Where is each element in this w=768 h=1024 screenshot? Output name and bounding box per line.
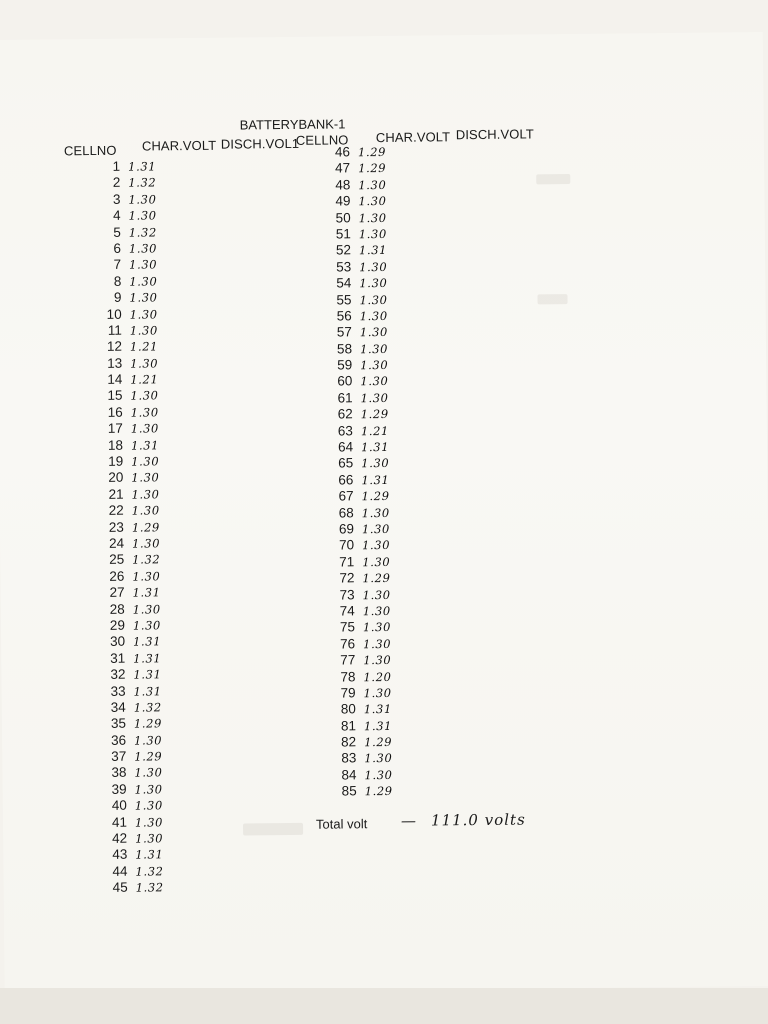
- cell-number: 74: [339, 603, 355, 619]
- cell-number: 59: [337, 357, 353, 373]
- cell-number: 2: [112, 175, 121, 191]
- cell-number: 50: [335, 209, 351, 226]
- cell-number: 52: [335, 242, 352, 258]
- char-volt-value: 1.30: [363, 685, 392, 701]
- cell-number: 35: [110, 715, 127, 732]
- cell-number: 53: [336, 259, 352, 275]
- char-volt-value: 1.30: [131, 454, 160, 469]
- char-volt-value: 1.32: [133, 700, 162, 715]
- char-volt-value: 1.30: [362, 620, 392, 635]
- char-volt-value: 1.30: [362, 587, 391, 602]
- char-volt-value: 1.30: [129, 306, 158, 322]
- right-cell-table: [310, 143, 437, 800]
- table-row: [315, 586, 435, 604]
- table-row: [82, 338, 202, 356]
- cell-number: 24: [108, 535, 125, 551]
- table-row: [315, 635, 435, 653]
- table-row: [316, 717, 436, 735]
- table-row: [85, 617, 205, 635]
- char-volt-value: 1.32: [135, 880, 164, 895]
- cell-number: 54: [336, 275, 352, 291]
- table-row: [314, 570, 434, 588]
- char-volt-value: 1.30: [130, 388, 159, 404]
- table-row: [317, 783, 437, 801]
- table-row: [84, 518, 204, 536]
- char-volt-value: 1.31: [133, 667, 162, 682]
- left-char-volt-header: CHAR.VOLT: [141, 137, 217, 154]
- table-row: [85, 666, 205, 684]
- char-volt-value: 1.30: [359, 292, 388, 307]
- cell-number: 68: [338, 504, 354, 521]
- right-char-volt-header: CHAR.VOLT: [375, 129, 451, 146]
- table-row: [311, 291, 431, 309]
- table-row: [84, 584, 204, 602]
- char-volt-value: 1.30: [132, 618, 162, 633]
- table-row: [312, 340, 432, 358]
- char-volt-value: 1.30: [358, 177, 387, 193]
- cell-number: 78: [340, 668, 356, 684]
- table-row: [312, 373, 432, 391]
- cell-number: 42: [112, 830, 128, 846]
- table-row: [314, 504, 434, 522]
- cell-number: 41: [111, 814, 128, 830]
- char-volt-value: 1.31: [133, 683, 162, 699]
- table-row: [316, 701, 436, 719]
- table-row: [311, 225, 431, 243]
- table-row: [81, 240, 201, 258]
- char-volt-value: 1.31: [363, 702, 392, 717]
- cell-number: 12: [106, 339, 123, 355]
- table-row: [83, 404, 203, 422]
- char-volt-value: 1.30: [128, 192, 157, 207]
- char-volt-value: 1.30: [358, 226, 387, 242]
- char-volt-value: 1.30: [362, 554, 391, 569]
- cell-number: 25: [109, 552, 125, 568]
- table-row: [86, 748, 206, 766]
- char-volt-value: 1.30: [131, 487, 160, 502]
- table-row: [88, 879, 208, 897]
- document-title: BATTERYBANK-1: [239, 116, 346, 133]
- cell-number: 67: [338, 488, 354, 504]
- char-volt-value: 1.30: [358, 194, 387, 209]
- table-row: [83, 469, 203, 487]
- char-volt-value: 1.29: [134, 749, 163, 764]
- left-disch-volt-header: DISCH.VOL1: [220, 135, 300, 152]
- char-volt-value: 1.21: [129, 339, 159, 354]
- char-volt-value: 1.30: [129, 257, 158, 272]
- cell-number: 16: [107, 404, 123, 420]
- char-volt-value: 1.30: [360, 358, 389, 373]
- cell-number: 76: [340, 636, 356, 652]
- cell-number: 79: [340, 685, 356, 701]
- table-row: [86, 682, 206, 700]
- cell-number: 51: [335, 226, 351, 242]
- cell-number: 66: [338, 472, 354, 488]
- char-volt-value: 1.30: [134, 765, 163, 781]
- cell-number: 31: [110, 650, 126, 666]
- table-row: [83, 437, 203, 455]
- table-row: [83, 486, 203, 504]
- char-volt-value: 1.30: [358, 210, 387, 225]
- cell-number: 80: [340, 701, 356, 717]
- table-row: [313, 406, 433, 424]
- table-row: [312, 389, 432, 407]
- cell-number: 1: [112, 158, 121, 174]
- table-row: [313, 422, 433, 440]
- table-row: [313, 455, 433, 473]
- cell-number: 33: [110, 683, 126, 699]
- table-row: [82, 355, 202, 373]
- table-row: [313, 439, 433, 457]
- char-volt-value: 1.30: [131, 536, 161, 551]
- table-row: [82, 305, 202, 323]
- cell-number: 56: [336, 308, 352, 324]
- char-volt-value: 1.30: [359, 325, 388, 340]
- cell-number: 29: [109, 617, 125, 633]
- cell-number: 18: [107, 437, 124, 453]
- char-volt-value: 1.30: [361, 505, 390, 520]
- total-dash: —: [400, 811, 418, 830]
- paper-sheet: [0, 32, 768, 994]
- table-row: [310, 143, 430, 161]
- show-through-mark: [243, 823, 303, 836]
- char-volt-value: 1.21: [360, 423, 389, 438]
- cell-number: 65: [338, 455, 354, 471]
- char-volt-value: 1.31: [363, 718, 393, 733]
- total-volt-handwritten: 111.0 volts: [430, 810, 526, 830]
- cell-number: 39: [111, 781, 127, 797]
- char-volt-value: 1.30: [132, 601, 161, 617]
- cell-number: 26: [109, 568, 125, 584]
- cell-number: 55: [336, 291, 352, 307]
- table-row: [314, 553, 434, 571]
- cell-number: 14: [107, 371, 123, 387]
- table-row: [311, 275, 431, 293]
- cell-number: 19: [108, 453, 124, 469]
- table-row: [315, 652, 435, 670]
- table-row: [311, 258, 431, 276]
- cell-number: 64: [337, 439, 354, 455]
- cell-number: 47: [335, 160, 351, 176]
- char-volt-value: 1.20: [363, 669, 392, 684]
- cell-number: 5: [113, 224, 121, 240]
- background-surface: [0, 988, 768, 1024]
- cell-number: 17: [107, 420, 123, 437]
- char-volt-value: 1.31: [133, 651, 162, 666]
- char-volt-value: 1.30: [361, 456, 390, 471]
- char-volt-value: 1.30: [128, 241, 158, 256]
- char-volt-value: 1.30: [134, 782, 163, 797]
- char-volt-value: 1.21: [130, 372, 159, 387]
- table-row: [85, 600, 205, 618]
- cell-number: 46: [334, 144, 351, 160]
- cell-number: 23: [108, 519, 124, 535]
- char-volt-value: 1.31: [358, 243, 388, 258]
- table-row: [86, 764, 206, 782]
- table-row: [82, 387, 202, 405]
- char-volt-value: 1.30: [134, 814, 164, 830]
- table-row: [87, 797, 207, 815]
- table-row: [315, 619, 435, 637]
- char-volt-value: 1.30: [128, 208, 157, 223]
- char-volt-value: 1.32: [128, 175, 157, 191]
- char-volt-value: 1.29: [358, 161, 387, 176]
- table-row: [315, 668, 435, 686]
- table-row: [80, 174, 200, 192]
- table-row: [81, 223, 201, 241]
- table-row: [316, 684, 436, 702]
- char-volt-value: 1.30: [360, 390, 389, 406]
- cell-number: 10: [106, 306, 122, 322]
- char-volt-value: 1.29: [364, 734, 393, 750]
- table-row: [312, 357, 432, 375]
- right-cellno-header: CELLNO: [295, 132, 349, 148]
- cell-number: 71: [339, 554, 355, 570]
- cell-number: 57: [336, 324, 352, 340]
- table-row: [312, 324, 432, 342]
- table-row: [83, 453, 203, 471]
- char-volt-value: 1.30: [363, 636, 392, 651]
- char-volt-value: 1.30: [129, 290, 158, 305]
- table-row: [310, 193, 430, 211]
- cell-number: 4: [113, 207, 121, 223]
- char-volt-value: 1.30: [130, 421, 159, 436]
- cell-number: 83: [341, 750, 357, 766]
- table-row: [87, 813, 207, 831]
- table-row: [311, 242, 431, 260]
- cell-number: 36: [111, 732, 127, 748]
- char-volt-value: 1.29: [133, 716, 163, 731]
- cell-number: 32: [110, 666, 126, 682]
- char-volt-value: 1.31: [130, 437, 160, 453]
- table-row: [85, 650, 205, 668]
- char-volt-value: 1.30: [359, 341, 389, 356]
- cell-number: 73: [339, 586, 355, 603]
- cell-number: 77: [340, 652, 356, 668]
- cell-number: 48: [335, 177, 351, 193]
- left-cellno-header: CELLNO: [63, 142, 117, 159]
- char-volt-value: 1.30: [363, 653, 392, 668]
- table-row: [87, 863, 207, 881]
- table-row: [314, 520, 434, 538]
- cell-number: 69: [338, 521, 355, 537]
- char-volt-value: 1.30: [132, 569, 161, 584]
- char-volt-value: 1.29: [357, 144, 387, 160]
- table-row: [310, 160, 430, 178]
- cell-number: 85: [341, 783, 357, 799]
- cell-number: 7: [113, 257, 122, 273]
- char-volt-value: 1.30: [359, 259, 388, 274]
- total-volt-label: Total volt: [315, 816, 368, 832]
- left-cell-table: [80, 158, 208, 897]
- cell-number: 34: [110, 699, 126, 715]
- char-volt-value: 1.31: [128, 159, 157, 174]
- char-volt-value: 1.32: [132, 552, 161, 568]
- table-row: [87, 830, 207, 848]
- table-row: [310, 176, 430, 194]
- table-row: [81, 273, 201, 291]
- table-row: [86, 715, 206, 733]
- char-volt-value: 1.31: [133, 634, 162, 649]
- cell-number: 13: [107, 355, 123, 371]
- show-through-mark: [536, 174, 570, 184]
- cell-number: 75: [339, 619, 356, 635]
- char-volt-value: 1.30: [364, 751, 393, 766]
- cell-number: 45: [112, 879, 128, 896]
- char-volt-value: 1.31: [132, 585, 161, 600]
- cell-number: 60: [337, 373, 353, 389]
- show-through-mark: [537, 294, 567, 304]
- cell-number: 15: [107, 388, 123, 404]
- cell-number: 72: [339, 570, 355, 586]
- cell-number: 11: [107, 322, 122, 338]
- char-volt-value: 1.29: [131, 519, 160, 535]
- cell-number: 43: [112, 847, 128, 863]
- char-volt-value: 1.30: [360, 374, 389, 389]
- table-row: [87, 781, 207, 799]
- right-disch-volt-header: DISCH.VOLT: [455, 126, 534, 143]
- char-volt-value: 1.31: [135, 847, 164, 863]
- cell-number: 37: [111, 748, 127, 764]
- table-row: [80, 158, 200, 176]
- table-row: [311, 209, 431, 227]
- char-volt-value: 1.30: [131, 503, 160, 518]
- char-volt-value: 1.29: [361, 489, 390, 504]
- char-volt-value: 1.30: [130, 405, 159, 420]
- cell-number: 6: [113, 240, 122, 256]
- cell-number: 22: [108, 502, 124, 519]
- cell-number: 9: [113, 289, 122, 305]
- table-row: [85, 633, 205, 651]
- cell-number: 49: [335, 193, 351, 209]
- cell-number: 38: [111, 765, 127, 781]
- cell-number: 3: [112, 191, 121, 207]
- table-row: [84, 568, 204, 586]
- char-volt-value: 1.30: [362, 538, 391, 553]
- total-volt-value: [401, 811, 526, 830]
- char-volt-value: 1.30: [134, 798, 163, 813]
- cell-number: 63: [337, 422, 353, 439]
- table-row: [312, 307, 432, 325]
- cell-number: 81: [340, 717, 357, 734]
- table-row: [81, 207, 201, 225]
- char-volt-value: 1.30: [362, 603, 391, 619]
- char-volt-value: 1.30: [359, 308, 388, 324]
- cell-number: 70: [338, 537, 355, 553]
- char-volt-value: 1.29: [362, 571, 391, 586]
- cell-number: 44: [112, 863, 128, 879]
- char-volt-value: 1.30: [134, 733, 163, 748]
- table-row: [80, 191, 200, 209]
- table-row: [82, 322, 202, 340]
- table-row: [81, 289, 201, 307]
- cell-number: 84: [341, 767, 357, 783]
- char-volt-value: 1.30: [135, 831, 164, 846]
- char-volt-value: 1.31: [360, 439, 390, 455]
- cell-number: 20: [108, 470, 124, 486]
- table-row: [316, 766, 436, 784]
- cell-number: 30: [109, 634, 126, 650]
- char-volt-value: 1.30: [130, 356, 159, 371]
- cell-number: 62: [337, 406, 353, 422]
- table-row: [315, 602, 435, 620]
- table-row: [81, 256, 201, 274]
- cell-number: 28: [109, 601, 125, 617]
- cell-number: 61: [337, 390, 353, 406]
- cell-number: 27: [109, 584, 125, 601]
- cell-number: 8: [113, 273, 122, 289]
- char-volt-value: 1.29: [364, 784, 393, 799]
- table-row: [83, 420, 203, 438]
- char-volt-value: 1.29: [360, 407, 389, 422]
- char-volt-value: 1.30: [129, 274, 158, 289]
- char-volt-value: 1.30: [361, 521, 391, 537]
- table-row: [84, 502, 204, 520]
- table-row: [313, 471, 433, 489]
- cell-number: 58: [336, 341, 353, 357]
- table-row: [87, 846, 207, 864]
- table-row: [86, 732, 206, 750]
- table-row: [314, 537, 434, 555]
- cell-number: 82: [341, 734, 357, 750]
- table-row: [84, 535, 204, 553]
- table-row: [314, 488, 434, 506]
- char-volt-value: 1.31: [361, 472, 390, 488]
- char-volt-value: 1.30: [359, 276, 388, 291]
- char-volt-value: 1.30: [129, 323, 158, 338]
- char-volt-value: 1.30: [364, 767, 393, 783]
- cell-number: 21: [108, 486, 124, 502]
- table-row: [316, 750, 436, 768]
- char-volt-value: 1.32: [135, 864, 164, 879]
- table-row: [82, 371, 202, 389]
- table-row: [84, 551, 204, 569]
- cell-number: 40: [111, 797, 127, 814]
- table-row: [86, 699, 206, 717]
- char-volt-value: 1.32: [128, 224, 157, 240]
- char-volt-value: 1.30: [131, 470, 160, 486]
- table-row: [316, 734, 436, 752]
